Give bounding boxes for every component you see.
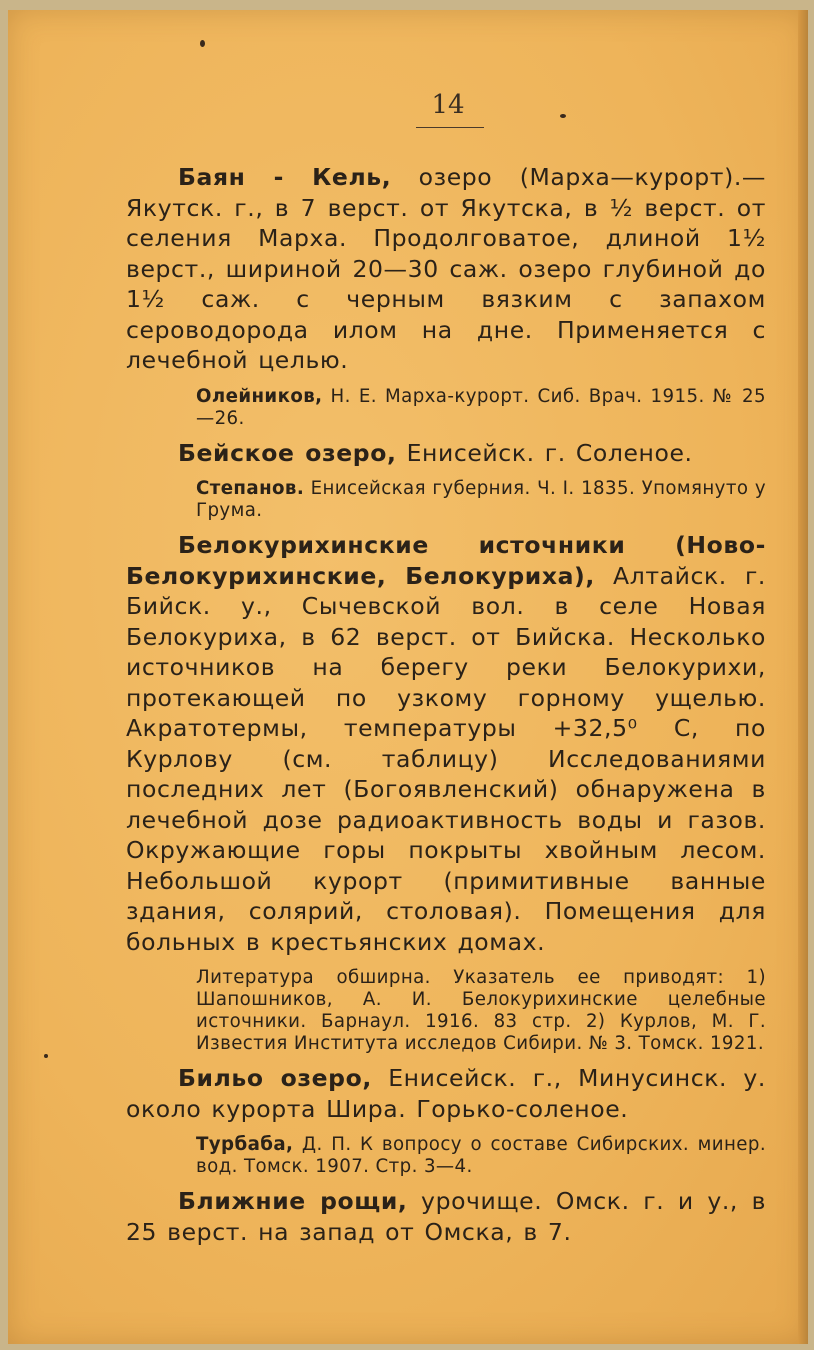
reference-text: Литература обширна. Указатель ее приводят: 1) Шапошников, А. И. Белокурихинские целебные источники. Барнаул. 1916. 83 стр. 2) Курлов, М. Г. Известия Института исследов Сибири. № 3. Томск. 1921. [196,967,766,1054]
reference-author: Олейников, [196,385,323,407]
entry-beyskoe-ozero [126,438,766,523]
entry-title: Белокурихинские источники (Ново-Белокурихинские, Белокуриха), [126,531,766,590]
reference-text: Н. Е. Марха-курорт. Сиб. Врач. 1915. № 25—26. [196,385,766,429]
reference-text: Енисейская губерния. Ч. I. 1835. Упомянуто у Грума. [196,478,766,521]
reference-author: Степанов. [196,478,305,499]
reference [196,967,766,1055]
entry-title: Бильо озеро, [178,1064,372,1092]
page-content [126,162,766,1247]
book-page [8,10,808,1344]
speck-mark [200,40,205,47]
reference [196,386,766,430]
entry-body: Алтайск. г. Бийск. у., Сычевской вол. в селе Новая Белокуриха, в 62 верст. от Бийска. Несколько источников на берегу реки Белокурихи, протекающей по узкому горному ущелью. Акратотермы, температуры +32,5⁰ С, по Курлову (см. таблицу) Исследованиями последних лет (Богоявленский) обнаружена в лечебной дозе радиоактивность воды и газов. Окружающие горы покрыты хвойным лесом. Небольшой курорт (примитивные ванные здания, солярий, столовая). Помещения для больных в крестьянских домах. [126,561,766,956]
entry-title: Ближние рощи, [178,1187,408,1215]
page-number-rule [416,127,484,128]
entry-bilyo-ozero [126,1063,766,1178]
entry-body: озеро (Марха—курорт).— Якутск. г., в 7 верст. от Якутска, в ½ верст. от селения Марха. Продолговатое, длиной 1½ верст., шириной 20—30 саж. озеро глубиной до 1½ саж. с черным вязким с запахом сероводорода илом на дне. Применяется с лечебной целью. [126,163,767,374]
entry-body: урочище. Омск. г. и у., в 25 верст. на запад от Омска, в 7. [126,1187,767,1246]
page-edge [798,10,808,1344]
entry-blizhnie-roshchi [126,1186,766,1247]
speck-mark [560,114,566,118]
entry-body: Енисейск. г. Соленое. [396,438,693,467]
reference [196,1134,766,1178]
entry-paragraph [126,1186,766,1247]
entry-paragraph [126,438,766,469]
entry-paragraph [126,530,766,957]
entry-bayan-kel [126,162,766,430]
entry-belokurikha [126,530,766,1055]
entry-body: Енисейск. г., Минусинск. у. около курорта Шира. Горько-соленое. [126,1064,767,1123]
reference [196,478,766,522]
entry-paragraph [126,162,766,376]
entry-paragraph [126,1063,766,1124]
speck-mark [44,1054,48,1058]
entry-title: Баян - Кель, [178,163,392,191]
entry-title: Бейское озеро, [178,438,397,467]
reference-text: Д. П. К вопросу о составе Сибирских. минер. вод. Томск. 1907. Стр. 3—4. [196,1134,766,1177]
reference-author: Турбаба, [196,1134,294,1155]
page-number: 14 [431,90,465,120]
